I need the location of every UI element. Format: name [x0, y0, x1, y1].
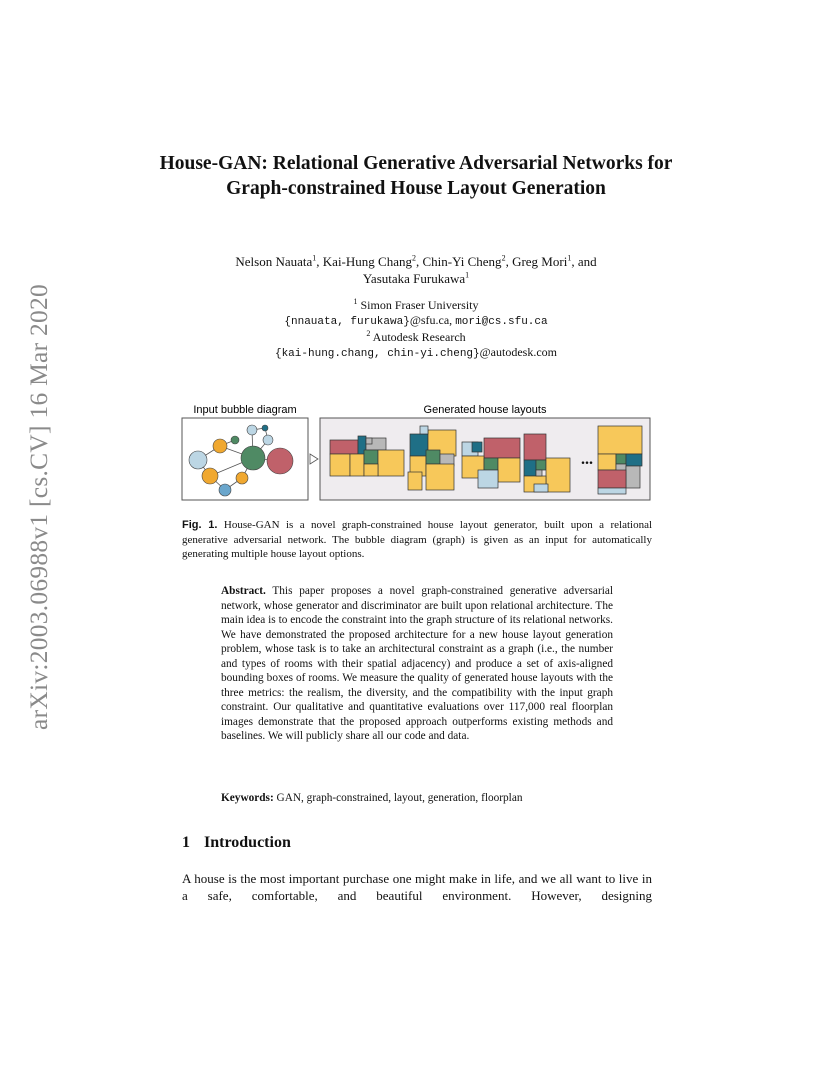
figure-left-label: Input bubble diagram [193, 404, 297, 416]
arxiv-side-stamp [20, 282, 54, 732]
email-users: {nnauata, furukawa} [284, 316, 410, 328]
figure-caption [182, 518, 652, 562]
bubble-node [189, 451, 207, 469]
bubble-node [202, 468, 218, 484]
keywords-label: Keywords: [221, 792, 274, 804]
author-name: Kai-Hung Chang [322, 254, 412, 269]
email-users: {kai-hung.chang, chin-yi.cheng} [274, 348, 480, 360]
paper-title: House-GAN: Relational Generative Adversarial Networks for Graph-constrained House Layout Generation [159, 153, 673, 199]
bubble-node [267, 448, 293, 474]
affil-mark: 2 [366, 329, 371, 338]
abstract-text: This paper proposes a novel graph-constrained generative adversarial network, whose generator and discriminator are built upon relational architecture. The main idea is to encode the constraint into the graph structure of its relational networks. We have demonstrated the proposed architecture for a new house layout generation problem, whose task is to take an architectural constraint as a graph (i.e., the number and types of rooms with their spatial adjacency) and produce a set of axis-aligned bounding boxes of rooms. We measure the quality of generated house layouts with the three metrics: the realism, the diversity, and the compatibility with the input graph constraint. Our qualitative and quantitative evaluations over 117,000 real floorplan images demonstrate that the proposed approach outperforms existing methods and baselines. We will publicly share all our code and data. [221, 585, 613, 742]
keywords-text: GAN, graph-constrained, layout, generation, floorplan [273, 792, 523, 804]
author-name: Greg Mori [512, 254, 568, 269]
author-name: Chin-Yi Cheng [422, 254, 502, 269]
bubble-node [262, 425, 268, 431]
caption-text: House-GAN is a novel graph-constrained house layout generator, built upon a relational generative adversarial network. The bubble diagram (graph) is given as an input for automatically generating multiple house layout options. [182, 519, 653, 560]
bubble-node [236, 472, 248, 484]
section-number: 1 [182, 834, 190, 851]
bubble-node [231, 436, 239, 444]
affiliation-2 [180, 330, 652, 345]
author-list: Nelson Nauata$^1$, Kai-Hung Chang$^2$, Chin-Yi Cheng$^2$, Greg Mori$^1$, and Yasutaka Furukawa$^1$ [235, 253, 597, 286]
affiliations [180, 298, 652, 362]
author-affil-mark: 2 [411, 253, 416, 263]
affil-name: Simon Fraser University [360, 298, 479, 312]
email-address: mori@cs.sfu.ca [455, 316, 548, 328]
author-and: and [577, 254, 597, 269]
email-domain: @sfu.ca, [409, 313, 456, 327]
arxiv-stamp-text: arXiv:2003.06988v1 [cs.CV] 16 Mar 2020 [26, 290, 53, 730]
section-title: Introduction [204, 834, 291, 851]
keywords [221, 791, 613, 806]
author-affil-mark: 1 [465, 270, 470, 280]
affiliation-1 [180, 298, 652, 313]
affiliation-1-email [180, 313, 652, 330]
layout-5 [598, 426, 642, 494]
bubble-node [241, 446, 265, 470]
author-affil-mark: 2 [501, 253, 506, 263]
intro-paragraph: A house is the most important purchase one might make in life, and we all want to live in a safe, comfortable, and beautiful environment. However, designing [182, 871, 652, 903]
affiliation-2-email [180, 345, 652, 362]
figure-right-label: Generated house layouts [423, 404, 547, 416]
affil-name: Autodesk Research [372, 330, 466, 344]
abstract-label: Abstract. [221, 585, 266, 597]
bubble-diagram-panel [182, 418, 308, 500]
email-domain: @autodesk.com [479, 345, 557, 359]
generated-layouts-panel [320, 418, 650, 500]
author-affil-mark: 1 [567, 253, 572, 263]
abstract [221, 584, 613, 744]
caption-label: Fig. 1. [182, 519, 218, 531]
arrow-icon [310, 454, 318, 464]
section-heading [182, 834, 291, 852]
figure-ellipsis: ... [581, 451, 593, 468]
bubble-node [219, 484, 231, 496]
bubble-node [263, 435, 273, 445]
author-name: Nelson Nauata [235, 254, 313, 269]
layout-2 [408, 426, 456, 490]
affil-mark: 1 [353, 297, 358, 306]
bubble-node [213, 439, 227, 453]
author-name: Yasutaka Furukawa [362, 271, 466, 286]
author-affil-mark: 1 [312, 253, 317, 263]
bubble-node [247, 425, 257, 435]
figure-1 [180, 398, 654, 504]
